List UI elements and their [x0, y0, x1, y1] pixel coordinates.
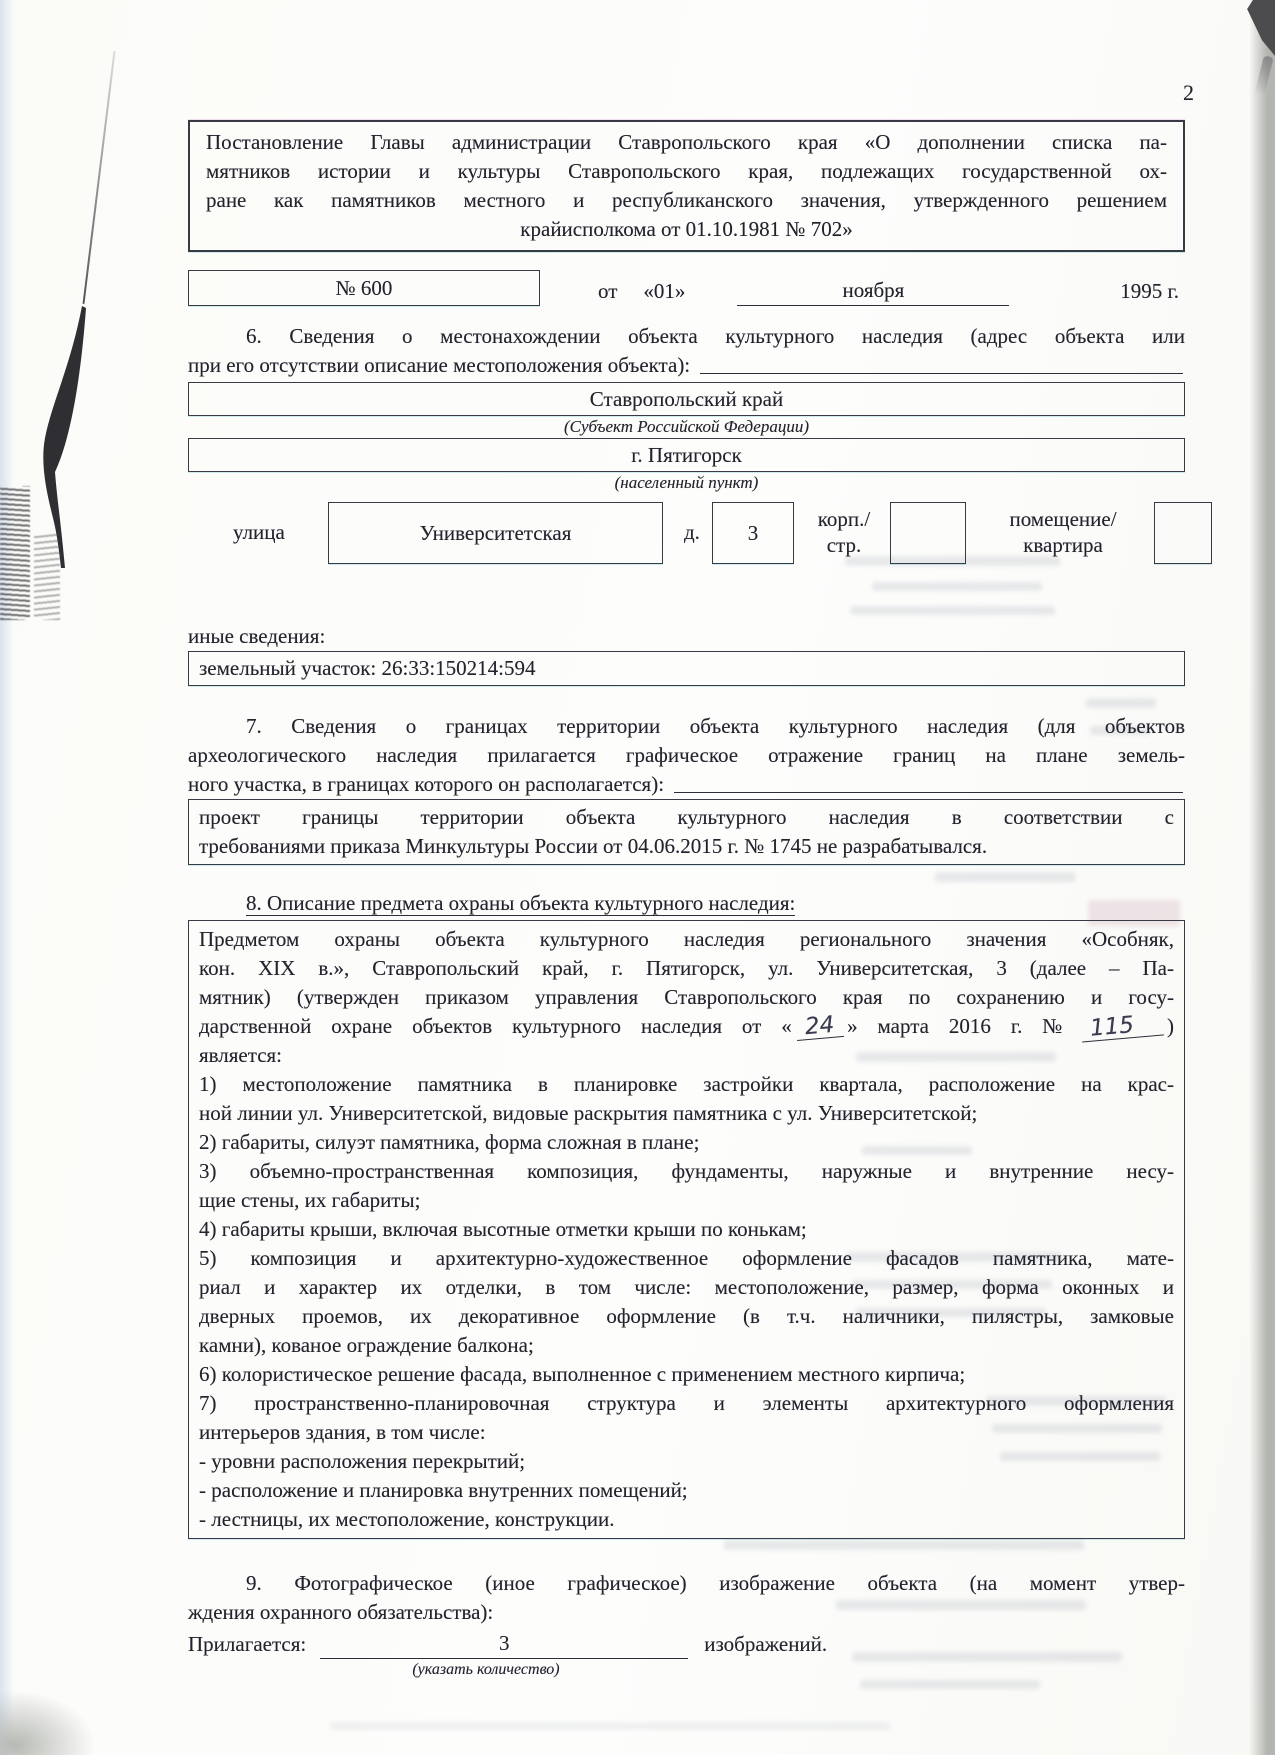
handwritten-order-number: 115 [1080, 1010, 1164, 1042]
section-9 [188, 1569, 1185, 1681]
house-label: д. [684, 520, 700, 544]
section-8 [188, 889, 1185, 1539]
doc-month-field: ноября [737, 276, 1009, 306]
other-info-label: иные сведения: [188, 624, 326, 648]
doc-day: «01» [643, 279, 686, 303]
scan-edge-artifact [1249, 0, 1275, 1755]
section-7-answer-line: требованиями приказа Минкультуры России от 04.06.2015 г. № 1745 не разрабатывался. [199, 834, 988, 858]
protection-intro-line: мятник) (утвержден приказом управления Ставропольского края по сохранению и госу- [199, 985, 1174, 1009]
attachments-suffix: изображений. [704, 1632, 828, 1656]
attachments-count-field: 3 [320, 1629, 688, 1659]
section-6-text-continued [188, 351, 1185, 380]
protection-item: 3) объемно-пространственная композиция, фундаменты, наружные и внутренние несу- [199, 1159, 1174, 1183]
region-field: Ставропольский край [188, 382, 1185, 416]
section-7-answer-box [188, 799, 1185, 865]
protection-item: щие стены, их габариты; [199, 1188, 421, 1212]
bleed-through-artifact [330, 1722, 890, 1730]
protection-intro-segment: ) [1167, 1014, 1174, 1038]
protection-item: 6) колористическое решение фасада, выполненное с применением местного кирпича; [199, 1362, 966, 1386]
section-9-text: 9. Фотографическое (иное графическое) изображение объекта (на момент утвер- [246, 1571, 1185, 1595]
protection-item: дверных проемов, их декоративное оформление (в т.ч. наличники, пилястры, замковые [199, 1304, 1174, 1328]
count-caption: (указать количество) [412, 1661, 560, 1678]
section-6 [188, 322, 1185, 380]
protection-item: - уровни расположения перекрытий; [199, 1449, 526, 1473]
resolution-line: мятников истории и культуры Ставропольского края, подлежащих государственной ох- [206, 159, 1167, 183]
protection-intro-segment: » марта 2016 г. № [847, 1014, 1077, 1038]
protection-item: 2) габариты, силуэт памятника, форма сложная в плане; [199, 1130, 700, 1154]
handwritten-day: 24 [795, 1012, 844, 1041]
house-field: 3 [712, 502, 794, 564]
street-label: улица [233, 520, 285, 544]
other-info-block [188, 622, 1185, 686]
apartment-field [1154, 502, 1212, 564]
protection-subject-box [188, 920, 1185, 1539]
protection-intro-segment: дарственной охране объектов культурного наследия от « [199, 1014, 792, 1038]
protection-item: интерьеров здания, в том числе: [199, 1420, 486, 1444]
attachments-row [188, 1629, 1185, 1659]
scan-speckle-artifact [34, 534, 60, 620]
other-info-field: земельный участок: 26:33:150214:594 [188, 651, 1185, 686]
protection-item: - лестницы, их местоположение, конструкции. [199, 1507, 615, 1531]
section-7-answer-line: проект границы территории объекта культурного наследия в соответствии с [199, 805, 1174, 829]
page-number: 2 [1183, 80, 1194, 105]
protection-intro-line: кон. XIX в.», Ставропольский край, г. Пятигорск, ул. Университетская, 3 (далее – Па- [199, 956, 1174, 980]
doc-year: 1995 г. [1120, 279, 1179, 303]
city-caption: (населенный пункт) [614, 473, 759, 492]
doc-number-row [188, 266, 1185, 306]
from-label: от [598, 279, 618, 303]
building-label-line: корп./ [817, 507, 871, 531]
scan-scratch-artifact [82, 51, 115, 304]
building-field [890, 502, 966, 564]
street-field: Университетская [328, 502, 663, 564]
protection-intro-line: является: [199, 1043, 283, 1067]
section-7-text: археологического наследия прилагается графическое отражение границ на плане земель- [188, 743, 1185, 767]
section-9-text: ждения охранного обязательства): [188, 1600, 494, 1624]
protection-item: 1) местоположение памятника в планировке застройки квартала, расположение на крас- [199, 1072, 1174, 1096]
scan-speckle-artifact [0, 486, 30, 620]
apartment-label [988, 506, 1138, 558]
resolution-title-box [188, 120, 1185, 252]
fill-in-rule [674, 792, 1183, 793]
protection-item: 7) пространственно-планировочная структура и элементы архитектурного оформления [199, 1391, 1174, 1415]
building-label-line: стр. [826, 533, 862, 557]
section-6-text: 6. Сведения о местонахождении объекта культурного наследия (адрес объекта или [246, 324, 1185, 348]
apartment-label-line: помещение/ [1009, 507, 1117, 531]
protection-intro-line: Предметом охраны объекта культурного наследия регионального значения «Особняк, [199, 927, 1174, 951]
section-6-text: при его отсутствии описание местоположения объекта): [188, 353, 691, 377]
section-7-text-continued [188, 770, 1185, 799]
address-block [188, 382, 1185, 570]
attachments-label: Прилагается: [188, 1632, 307, 1656]
protection-item: - расположение и планировка внутренних помещений; [199, 1478, 688, 1502]
resolution-line: крайисполкома от 01.10.1981 № 702» [520, 217, 853, 241]
document-body [188, 120, 1185, 1681]
scan-smudge-artifact [0, 1690, 96, 1755]
section-7-text: 7. Сведения о границах территории объекта культурного наследия (для объектов [246, 714, 1185, 738]
section-8-heading [188, 889, 1185, 918]
building-label [804, 506, 884, 558]
protection-item: 4) габариты крыши, включая высотные отметки крыши по конькам; [199, 1217, 807, 1241]
resolution-line: ране как памятников местного и республиканского значения, утвержденного решением [206, 188, 1167, 212]
protection-intro-line [199, 1012, 1174, 1041]
protection-item: риал и характер их отделки, в том числе: местоположение, размер, форма оконных и [199, 1275, 1174, 1299]
protection-item: камни), кованое ограждение балкона; [199, 1333, 534, 1357]
city-field: г. Пятигорск [188, 438, 1185, 472]
scan-edge-artifact [0, 0, 14, 1755]
bleed-through-artifact [860, 1680, 1040, 1689]
section-8-heading-text: 8. Описание предмета охраны объекта культурного наследия: [246, 891, 796, 915]
doc-number-field: № 600 [188, 270, 540, 306]
resolution-line: Постановление Главы администрации Ставропольского края «О дополнении списка па- [206, 130, 1167, 154]
street-row [188, 502, 1185, 570]
section-7-text: ного участка, в границах которого он располагается): [188, 772, 665, 796]
protection-item: 5) композиция и архитектурно-художественное оформление фасадов памятника, мате- [199, 1246, 1174, 1270]
section-7 [188, 712, 1185, 865]
protection-item: ной линии ул. Университетской, видовые раскрытия памятника с ул. Университетской; [199, 1101, 978, 1125]
apartment-label-line: квартира [1023, 533, 1103, 557]
fill-in-rule [700, 373, 1183, 374]
region-caption: (Субъект Российской Федерации) [563, 417, 810, 436]
